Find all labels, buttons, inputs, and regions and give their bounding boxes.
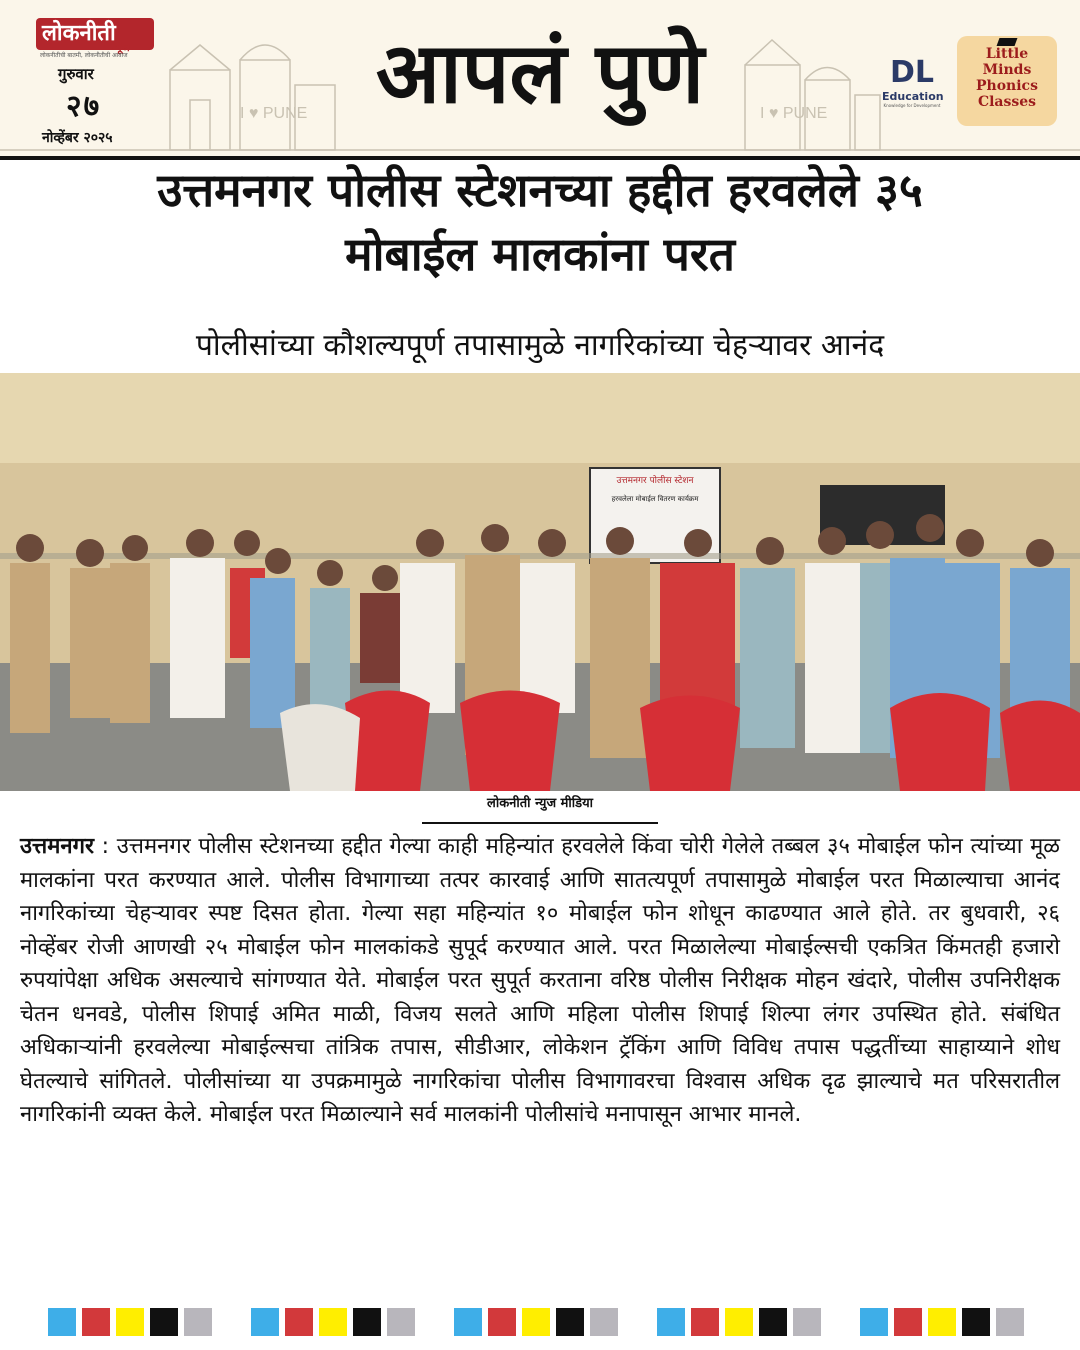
- headline-line-2: मोबाईल मालकांना परत: [345, 227, 735, 281]
- color-square: [522, 1308, 550, 1336]
- little-minds-logo: [957, 36, 1057, 126]
- group-photo: [0, 373, 1080, 791]
- lm-line-1: Little: [985, 46, 1029, 62]
- color-square: [488, 1308, 516, 1336]
- masthead-title: आपलं पुणे: [375, 24, 705, 122]
- white-chair: [280, 704, 360, 791]
- color-square: [556, 1308, 584, 1336]
- color-square: [996, 1308, 1024, 1336]
- color-square: [454, 1308, 482, 1336]
- article-body: [20, 830, 1060, 1132]
- brand-tagline: लोकनीतीची बातमी, लोकनीतीची आवाज: [40, 52, 128, 59]
- color-square: [928, 1308, 956, 1336]
- headline-line-1: उत्तमनगर पोलीस स्टेशनच्या हद्दीत हरवलेले ३५: [157, 163, 923, 217]
- color-square: [962, 1308, 990, 1336]
- svg-text:I ♥ PUNE: I ♥ PUNE: [240, 105, 308, 122]
- lm-line-4: Classes: [977, 94, 1037, 110]
- headline: [20, 158, 1060, 286]
- article-body-text: : उत्तमनगर पोलीस स्टेशनच्या हद्दीत गेल्या काही महिन्यांत हरवलेले किंवा चोरी गेलेले तब्बल ३५ मोबाईल फोन त्यांच्या मूळ मालकांना परत करण्यात आले. पोलीस विभागाच्या तत्पर कारवाई आणि सातत्यपूर्ण तपासामुळे मोबाईल परत मिळाल्याचा आनंद नागरिकांच्या चेहऱ्यावर स्पष्ट दिसत होता. गेल्या सहा महिन्यांत १० मोबाईल फोन शोधून काढण्यात आले होते. तर बुधवारी, २६ नोव्हेंबर रोजी आणखी २५ मोबाईल फोन मालकांकडे सुपूर्द करण्यात आले. परत मिळालेल्या मोबाईल्सची एकत्रित किंमतही हजारो रुपयांपेक्षा अधिक असल्याचे सांगण्यात येते. मोबाईल परत सुपूर्त करताना वरिष्ठ पोलीस निरीक्षक मोहन खंदारे, पोलीस उपनिरीक्षक चेतन धनवडे, पोलीस शिपाई अमित माळी, विजय सलते आणि महिला पोलीस शिपाई शिल्पा लंगर उपस्थित होते. संबंधित अधिकाऱ्यांनी हरवलेल्या मोबाईल्सचा तांत्रिक तपास, सीडीआर, लोकेशन ट्रॅकिंग आणि विविध तपास पद्धतींच्या साहाय्याने शोध घेतल्याचे सांगितले. पोलीसांच्या या उपक्रमामुळे नागरिकांचा पोलीस विभागावरचा विश्वास अधिक दृढ झाल्याचे मत परिसरातील नागरिकांनी व्यक्त केले. मोबाईल परत मिळाल्याने सर्व मालकांनी पोलीसांचे मनापासून आभार मानले.: [20, 834, 1060, 1127]
- svg-text:I ♥ PUNE: I ♥ PUNE: [760, 105, 828, 122]
- color-square: [251, 1308, 279, 1336]
- brand-sub: न्यूज: [112, 41, 130, 54]
- credit-underline: [422, 822, 658, 824]
- masthead-banner: [0, 0, 1080, 160]
- photo-banner-title: उत्तमनगर पोलीस स्टेशन: [616, 476, 694, 486]
- color-square: [48, 1308, 76, 1336]
- graduation-cap-icon: [997, 38, 1018, 46]
- color-square: [116, 1308, 144, 1336]
- dl-mark: DL: [889, 55, 935, 90]
- color-square: [319, 1308, 347, 1336]
- color-square: [691, 1308, 719, 1336]
- dl-text: Education: [882, 90, 944, 103]
- group-photo-illustration: [0, 373, 1080, 791]
- lm-line-3: Phonics: [976, 78, 1038, 94]
- color-square: [793, 1308, 821, 1336]
- lm-line-2: Minds: [982, 62, 1032, 78]
- color-square: [184, 1308, 212, 1336]
- color-square: [860, 1308, 888, 1336]
- color-square: [82, 1308, 110, 1336]
- dateline: उत्तमनगर: [20, 834, 95, 859]
- color-square: [759, 1308, 787, 1336]
- color-square: [387, 1308, 415, 1336]
- photo-credit: लोकनीती न्युज मीडिया: [487, 796, 593, 811]
- photo-banner-sub: हरवलेला मोबाईल वितरण कार्यक्रम: [611, 495, 699, 503]
- color-square: [353, 1308, 381, 1336]
- color-square: [150, 1308, 178, 1336]
- color-square: [894, 1308, 922, 1336]
- lokniti-logo: [36, 18, 154, 50]
- color-square: [657, 1308, 685, 1336]
- subheadline: पोलीसांच्या कौशल्यपूर्ण तपासामुळे नागरिकांच्या चेहऱ्यावर आनंद: [195, 328, 885, 363]
- color-square: [725, 1308, 753, 1336]
- footer-color-strip: [48, 1308, 1048, 1340]
- issue-date: २७: [66, 89, 102, 124]
- issue-day: गुरुवार: [58, 65, 94, 83]
- dl-small: Knowledge for Development: [883, 103, 941, 108]
- color-square: [590, 1308, 618, 1336]
- color-square: [285, 1308, 313, 1336]
- brand-name: लोकनीती: [42, 21, 116, 46]
- issue-month-year: नोव्हेंबर २०२५: [42, 130, 113, 146]
- dl-education-logo: [882, 56, 942, 108]
